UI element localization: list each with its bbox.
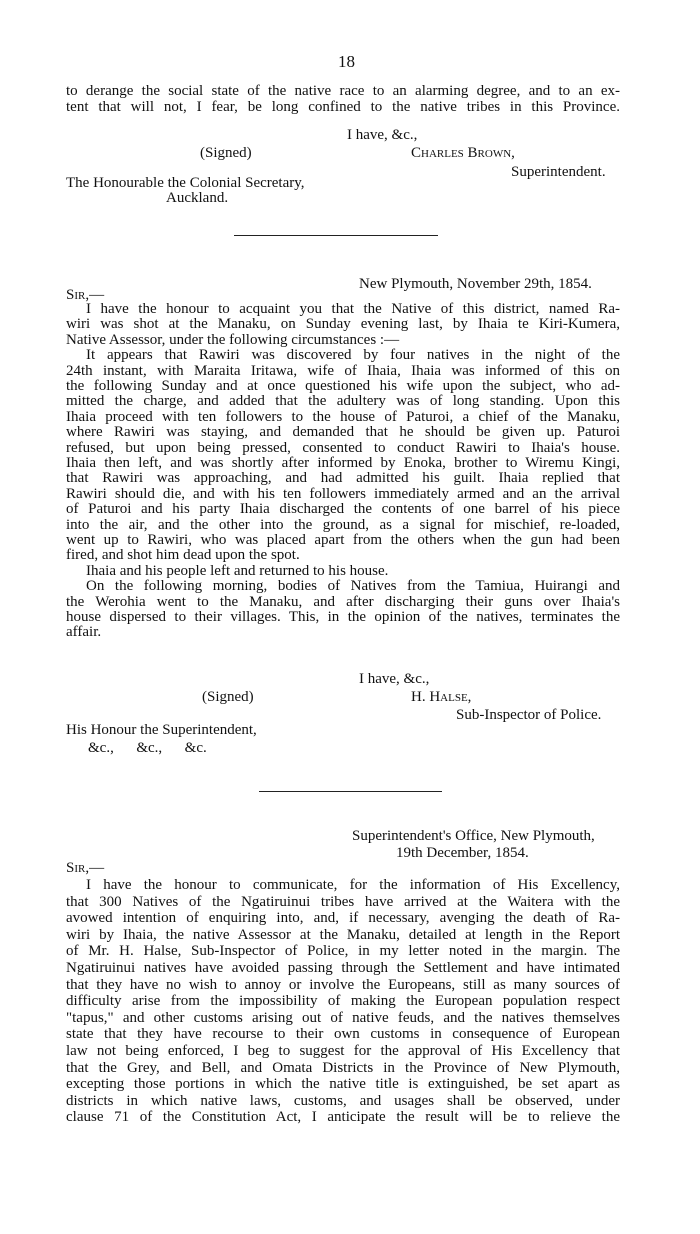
letter2-line: went up to Rawiri, who was placed apart from the others when the gun had been: [66, 532, 620, 548]
letter3-office-line-2: 19th December, 1854.: [396, 845, 529, 861]
letter3-line: law not being enforced, I beg to suggest for the approval of His Excellency that: [66, 1043, 620, 1059]
letter1-signer-name: Charles Brown,: [411, 145, 515, 161]
letter1-signed: (Signed): [200, 145, 252, 161]
letter3-office-line-1: Superintendent's Office, New Plymouth,: [352, 828, 595, 844]
letter3-line: that the Grey, and Bell, and Omata Districts in the Province of New Plymouth,: [66, 1059, 620, 1076]
letter3-salutation: Sir,—: [66, 860, 105, 876]
letter3-line: that 300 Natives of the Ngatiruinui tribes have arrived at the Waitera with the: [66, 893, 620, 910]
letter3-line: state that they have recourse to their own customs in consequence of European: [66, 1026, 620, 1043]
letter3-line: that they have no wish to annoy or involve the Europeans, still as many sources of: [66, 976, 620, 993]
letter2-line: Rawiri should die, and with his ten followers immediately armed and an the arrival: [66, 485, 620, 502]
letter2-line: wiri was shot at the Manaku, on Sunday evening last, by Ihaia te Kiri-Kumera,: [66, 316, 620, 333]
letter2-line: Ihaia and his people left and returned to his house.: [86, 562, 389, 579]
letter2-line: I have the honour to acquaint you that the Native of this district, named Ra-: [86, 301, 620, 317]
letter2-line: It appears that Rawiri was discovered by four natives in the night of the: [86, 347, 620, 364]
letter2-line: affair.: [66, 624, 102, 641]
letter1-closing: I have, &c.,: [347, 127, 418, 143]
letter2-line: of Paturoi and his party Ihaia discharged the contents of one barrel of his piece: [66, 501, 620, 518]
letter2-signed: (Signed): [202, 689, 254, 705]
letter2-signer-name: H. Halse,: [411, 689, 472, 705]
letter3-line: clause 71 of the Constitution Act, I anticipate the result will be to relieve the: [66, 1109, 620, 1126]
letter3-line: difficulty arise from the impossibility of making the European population respect: [66, 993, 620, 1010]
letter2-line: refused, but upon being pressed, consented to conduct Rawiri to Ihaia's house.: [66, 439, 620, 456]
section-divider: [234, 235, 438, 236]
letter2-line: that Rawiri was approaching, and had admitted his guilt. Ihaia replied that: [66, 470, 620, 487]
letter1-body-line-1: to derange the social state of the native race to an alarming degree, and to an ex-: [66, 83, 620, 99]
letter2-line: Ihaia proceed with ten followers to the house of Paturoi, a chief of the Manaku,: [66, 408, 620, 425]
letter2-line: where Rawiri was staying, and demanded that he should be given up. Paturoi: [66, 424, 620, 441]
letter3-line: of Mr. H. Halse, Sub-Inspector of Police, in my letter noted in the margin. The: [66, 943, 620, 960]
letter1-signer-title: Superintendent.: [511, 164, 606, 180]
letter3-line: avowed intention of enquiring into, and, if necessary, avenging the death of Ra-: [66, 910, 620, 927]
letter1-recipient-line-1: The Honourable the Colonial Secretary,: [66, 175, 305, 191]
letter2-line: the Werohia went to the Manaku, and after discharging their guns over Ihaia's: [66, 593, 620, 610]
letter2-date-line: New Plymouth, November 29th, 1854.: [359, 276, 592, 292]
letter2-line: the following Sunday and at once questioned his wife upon the subject, who ad-: [66, 378, 620, 394]
letter2-salutation: Sir,—: [66, 287, 105, 303]
letter2-line: 24th instant, with Maraita Iritawa, wife of Ihaia, Ihaia was informed of this on: [66, 362, 620, 379]
letter2-line: fired, and shot him dead upon the spot.: [66, 547, 300, 564]
letter2-line: mitted the charge, and added that the adultery was of long standing. Upon this: [66, 393, 620, 410]
letter1-recipient-line-2: Auckland.: [166, 190, 229, 206]
letter2-closing: I have, &c.,: [359, 671, 430, 687]
letter2-recipient-line-2: &c., &c., &c.: [88, 740, 207, 756]
letter2-line: Ihaia then left, and was shortly after informed by Enoka, brother to Wiremu Kingi,: [66, 455, 620, 471]
letter3-line: Ngatiruinui natives have avoided passing through the Settlement and have intimated: [66, 960, 620, 976]
letter1-body-line-2: tent that will not, I fear, be long confined to the native tribes in this Province.: [66, 99, 620, 115]
page-number: 18: [338, 52, 355, 71]
letter3-line: wiri by Ihaia, the native Assessor at the Manaku, detailed at length in the Report: [66, 926, 620, 943]
letter2-line: into the air, and the other into the ground, as a signal for mischief, re-loaded,: [66, 516, 620, 533]
letter3-line: I have the honour to communicate, for the information of His Excellency,: [86, 877, 620, 893]
letter3-line: districts in which native laws, customs, and usages shall be observed, under: [66, 1092, 620, 1109]
section-divider: [259, 791, 442, 792]
letter2-line: Native Assessor, under the following circumstances :—: [66, 331, 400, 348]
letter3-line: excepting those portions in which the native title is extinguished, be set apart as: [66, 1076, 620, 1093]
letter3-line: "tapus," and other customs arising out of native feuds, and the natives themselves: [66, 1009, 620, 1026]
letter2-line: house dispersed to their villages. This, in the opinion of the natives, terminates the: [66, 609, 620, 625]
letter2-line: On the following morning, bodies of Natives from the Tamiua, Huirangi and: [86, 578, 620, 595]
letter2-recipient-line-1: His Honour the Superintendent,: [66, 722, 257, 738]
letter2-signer-title: Sub-Inspector of Police.: [456, 707, 602, 723]
